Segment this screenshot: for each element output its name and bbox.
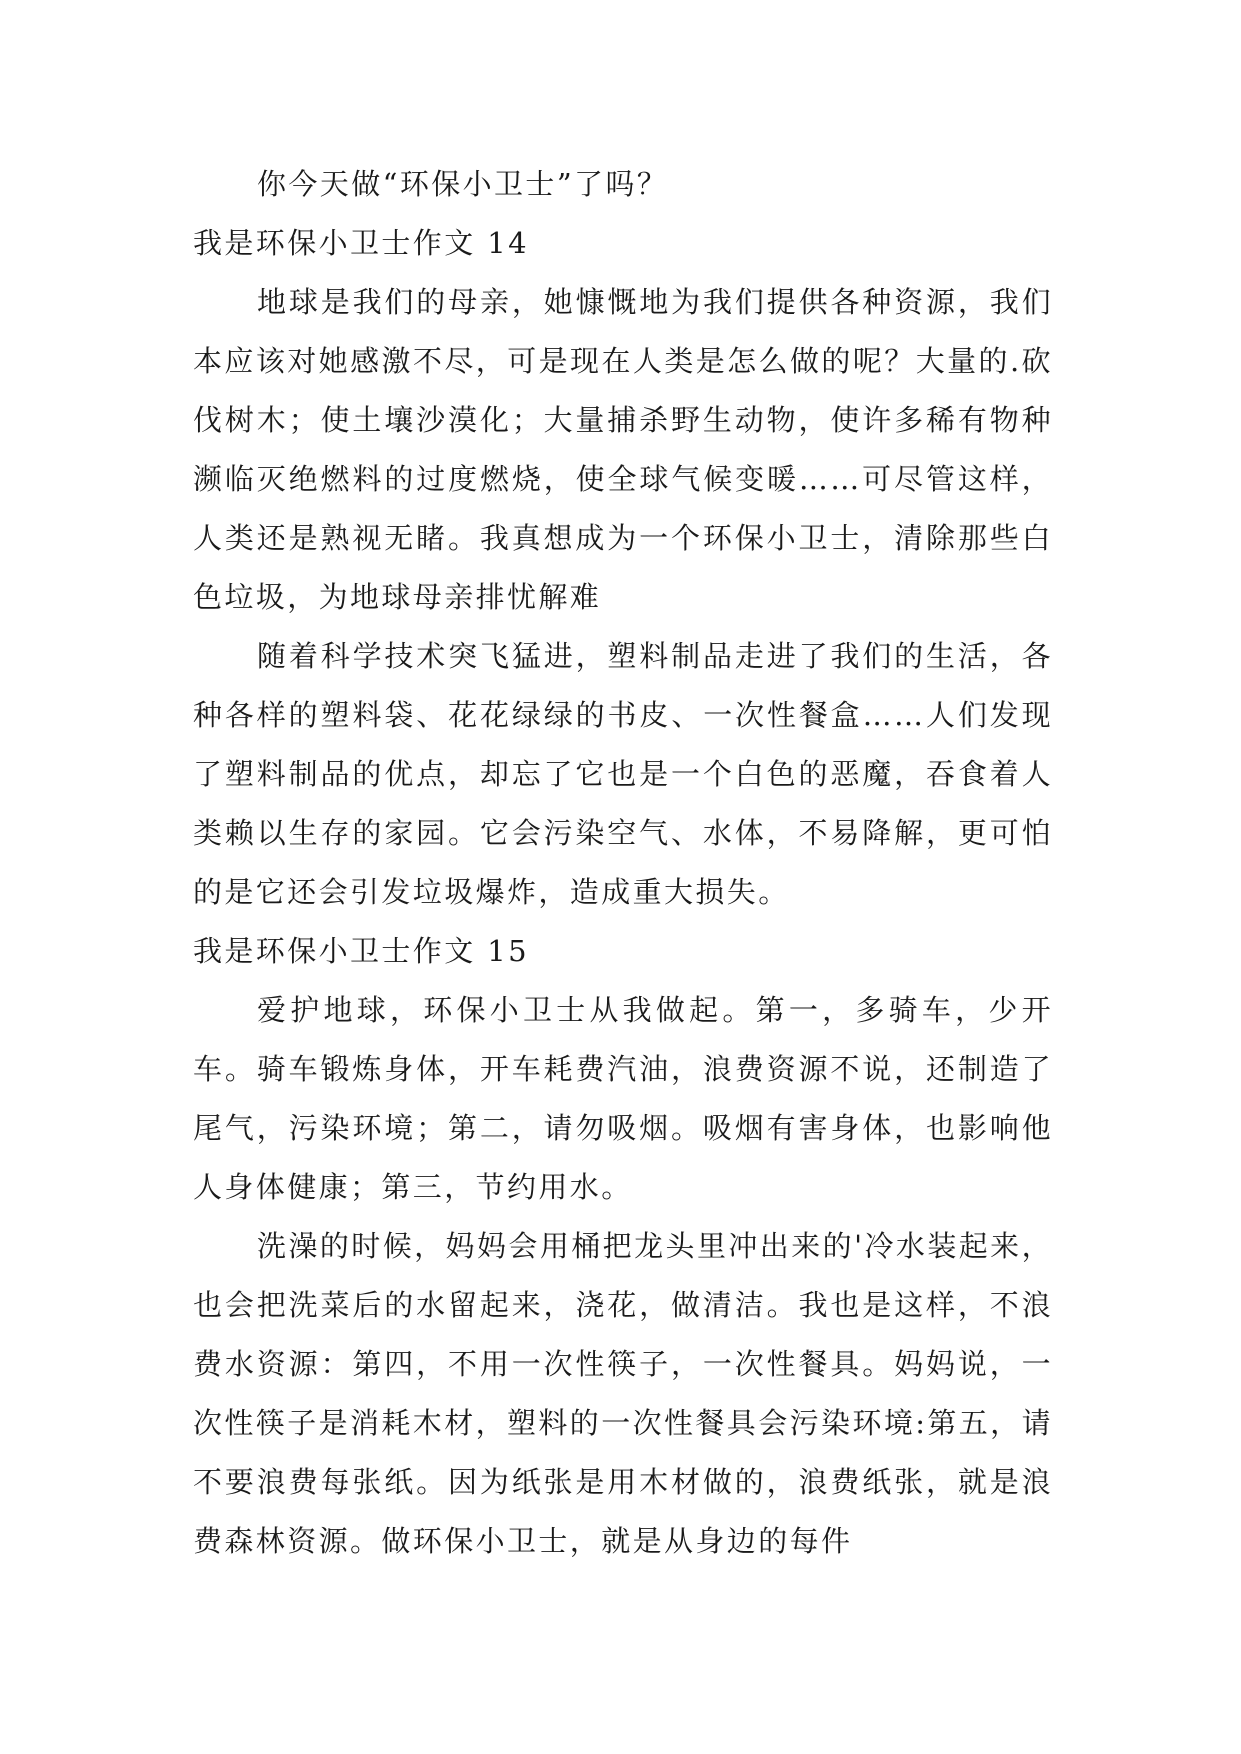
essay-heading-15: 我是环保小卫士作文 15: [193, 934, 529, 968]
document-page: [193, 155, 1053, 1571]
paragraph-protect-earth: 爱护地球，环保小卫士从我做起。第一，多骑车，少开车。骑车锻炼身体，开车耗费汽油，浪费资源不说，还制造了尾气，污染环境；第二，请勿吸烟。吸烟有害身体，也影响他人身体健康；第三，节约用水。: [193, 993, 1053, 1204]
paragraph-intro-question: 你今天做“环保小卫士”了吗？: [257, 167, 669, 201]
paragraph-plastic-products: 随着科学技术突飞猛进，塑料制品走进了我们的生活，各种各样的塑料袋、花花绿绿的书皮、一次性餐盒……人们发现了塑料制品的优点，却忘了它也是一个白色的恶魔，吞食着人类赖以生存的家园。它会污染空气、水体，不易降解，更可怕的是它还会引发垃圾爆炸，造成重大损失。: [193, 639, 1053, 909]
paragraph-earth-mother: 地球是我们的母亲，她慷慨地为我们提供各种资源，我们本应该对她感激不尽，可是现在人类是怎么做的呢？大量的.砍伐树木；使土壤沙漠化；大量捕杀野生动物，使许多稀有物种濒临灭绝燃料的过度燃烧，使全球气候变暖……可尽管这样，人类还是熟视无睹。我真想成为一个环保小卫士，清除那些白色垃圾，为地球母亲排忧解难: [193, 285, 1053, 614]
essay-heading-14: 我是环保小卫士作文 14: [193, 226, 529, 260]
paragraph-save-water: 洗澡的时候，妈妈会用桶把龙头里冲出来的'冷水装起来，也会把洗菜后的水留起来，浇花，做清洁。我也是这样，不浪费水资源：第四，不用一次性筷子，一次性餐具。妈妈说，一次性筷子是消耗木材，塑料的一次性餐具会污染环境:第五，请不要浪费每张纸。因为纸张是用木材做的，浪费纸张，就是浪费森林资源。做环保小卫士，就是从身边的每件: [193, 1229, 1053, 1558]
